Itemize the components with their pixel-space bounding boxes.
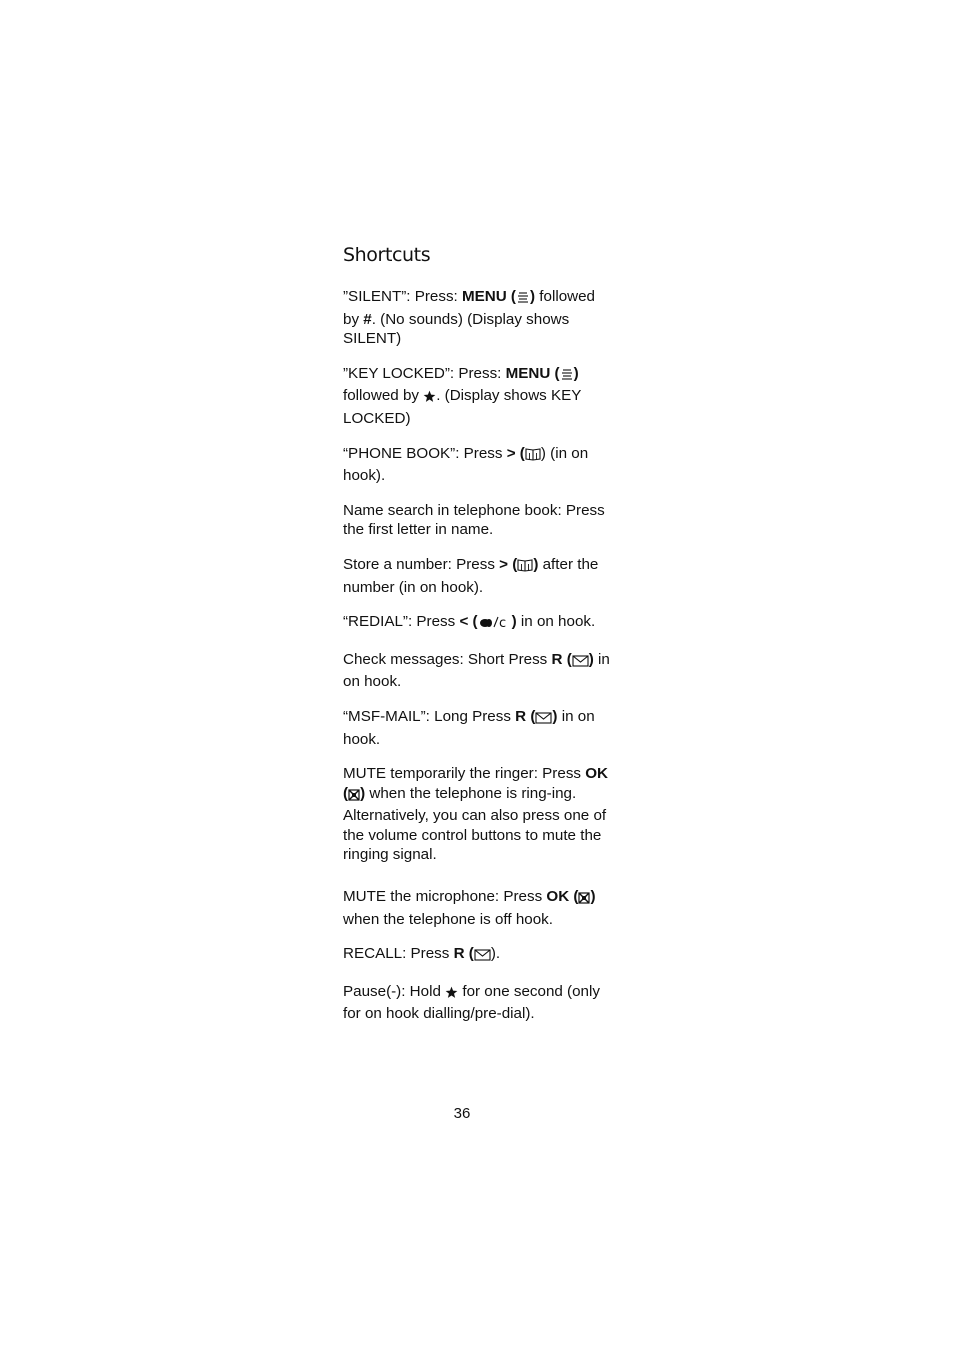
key-label: ) [552,707,558,725]
text-segment: Pause(-): Hold [343,982,446,1000]
text-segment: “REDIAL”: Press [343,613,460,631]
shortcut-mute-ringer [343,764,615,865]
key-label: OK ( [343,765,609,802]
text-segment: Name search in telephone book: Press the first letter in name. [343,501,605,539]
text-segment: for one second (only for on hook dialling/pre-dial). [343,982,600,1023]
text-segment: RECALL: Press [343,945,454,963]
text-segment: in on hook. [343,650,610,691]
text-segment: Store a number: Press [343,555,500,573]
key-label: ) [588,650,594,668]
key-label: ) [511,613,517,631]
shortcut-key-locked [343,364,615,429]
key-label: R ( [453,945,474,963]
shortcut-list [343,287,615,1024]
text-segment: in on hook. [343,707,595,748]
envelope-icon [572,653,589,673]
shortcut-silent [343,287,615,349]
text-segment: when the telephone is off hook. [343,910,553,928]
text-segment: MUTE temporarily the ringer: Press [343,765,586,783]
text-segment: followed by [343,288,596,328]
text-segment: after the number (in on hook). [343,555,599,596]
mute-box-icon [348,787,360,807]
text-segment: ”KEY LOCKED”: Press: [343,364,506,382]
book-icon [517,558,533,578]
mute-box-icon [578,890,590,910]
shortcut-phone-book [343,444,615,486]
key-label: # [363,310,372,328]
text-segment: Check messages: Short Press [343,650,552,668]
text-segment: ) (in on hook). [343,444,589,485]
shortcut-name-search [343,501,615,540]
key-label: ) [530,288,536,305]
text-segment: “MSF-MAIL”: Long Press [343,707,516,725]
key-label: ) [573,364,579,382]
shortcut-mute-mic [343,887,615,929]
key-label: ) [590,888,596,906]
key-label: R ( [551,650,572,668]
text-segment: ). [490,945,501,963]
text-segment: ”SILENT”: Press: [343,288,462,305]
shortcut-pause [343,982,615,1024]
key-label: > ( [499,555,518,573]
menu-icon [516,290,530,310]
text-segment: followed by [343,387,424,405]
text-segment: when the telephone is ring-ing. Alternatively, you can also press one of the volume control buttons to mute the ringing signal. [343,784,607,864]
star-icon [423,389,436,409]
key-label: < ( [459,613,478,631]
shortcut-redial [343,612,615,635]
text-segment: MUTE the microphone: Press [343,888,547,906]
key-label: OK ( [546,888,579,906]
shortcut-store-number [343,555,615,597]
book-icon [525,447,541,467]
svg-text:c: c [498,616,506,630]
content-column [343,244,615,1039]
section-title: Shortcuts [343,244,431,266]
key-label: MENU ( [505,364,560,382]
text-segment: in on hook. [516,613,596,631]
redial-c-icon [478,613,512,635]
star-icon [445,985,458,1005]
key-label: > ( [506,444,525,462]
page-number: 36 [453,1105,471,1122]
text-segment: . (Display shows KEY LOCKED) [343,387,582,427]
shortcut-recall [343,944,615,967]
key-label: ) [360,784,366,802]
envelope-icon [535,710,552,730]
key-label: MENU ( [462,288,516,305]
menu-icon [560,367,574,387]
text-segment: . (No sounds) (Display shows SILENT) [343,310,570,348]
shortcut-msf-mail [343,707,615,749]
key-label: ) [533,555,539,573]
text-segment: “PHONE BOOK”: Press [343,444,507,462]
shortcut-check-messages [343,650,615,692]
envelope-icon [474,947,491,967]
key-label: R ( [515,707,536,725]
